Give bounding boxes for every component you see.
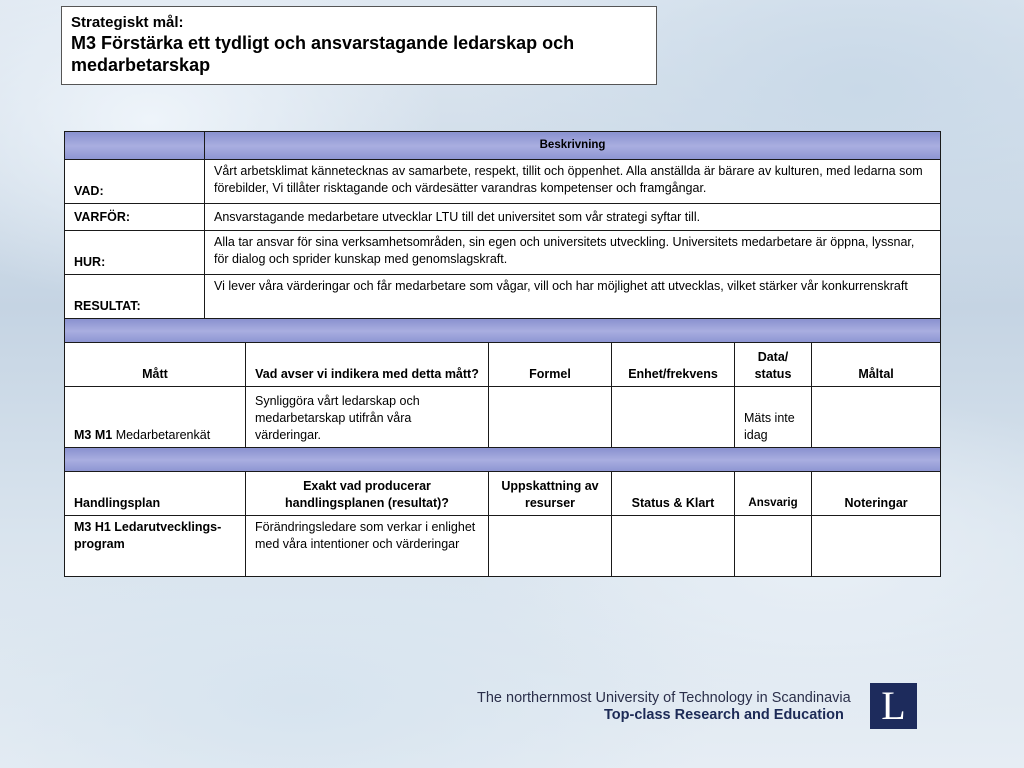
separator-band-2 — [65, 448, 941, 472]
strategic-goal-label: Strategiskt mål: — [71, 14, 184, 31]
strategy-table — [64, 131, 941, 577]
header-band-blank — [65, 132, 205, 160]
actions-header-result: Exakt vad producerar handlingsplanen (resultat)? — [246, 472, 489, 516]
description-row-varfor — [65, 204, 941, 231]
action-responsible — [735, 516, 812, 577]
measure-unit — [612, 387, 735, 448]
row-label-varfor: VARFÖR: — [65, 204, 205, 231]
actions-header-status: Status & Klart — [612, 472, 735, 516]
separator-band-1 — [65, 319, 941, 343]
measure-target — [812, 387, 941, 448]
measure-formula — [489, 387, 612, 448]
strategic-goal-title: M3 Förstärka ett tydligt och ansvarstagande ledarskap och medarbetarskap — [71, 33, 575, 75]
measures-header-indicates: Vad avser vi indikera med detta mått? — [246, 343, 489, 387]
ltu-logo: L — [870, 683, 917, 729]
description-row-resultat — [65, 275, 941, 319]
actions-header-notes: Noteringar — [812, 472, 941, 516]
description-row-vad — [65, 160, 941, 204]
actions-header-plan: Handlingsplan — [65, 472, 246, 516]
measures-header-target: Måltal — [812, 343, 941, 387]
row-label-resultat: RESULTAT: — [65, 275, 205, 319]
measures-header-unit: Enhet/frekvens — [612, 343, 735, 387]
row-label-hur: HUR: — [65, 231, 205, 275]
measure-name: Medarbetarenkät — [115, 428, 211, 442]
measure-code: M3 M1 — [74, 428, 113, 442]
measure-status: Mäts inte idag — [735, 387, 812, 448]
actions-header-resources: Uppskattning av resurser — [489, 472, 612, 516]
actions-header-row — [65, 472, 941, 516]
strategic-goal-box — [61, 6, 657, 85]
measures-header-row — [65, 343, 941, 387]
action-status — [612, 516, 735, 577]
action-resources — [489, 516, 612, 577]
row-text-hur: Alla tar ansvar för sina verksamhetsområden, sin egen och universitets utveckling. Universitets medarbetare är öppna, lyssnar, för dialog och sprider kunskap med genomslagskraft. — [205, 231, 941, 275]
measures-header-matt: Mått — [65, 343, 246, 387]
description-header-row — [65, 132, 941, 160]
row-text-varfor: Ansvarstagande medarbetare utvecklar LTU till det universitet som vår strategi syftar till. — [205, 204, 941, 231]
measure-name-cell — [65, 387, 246, 448]
actions-header-responsible: Ansvarig — [735, 472, 812, 516]
footer-slogan: Top-class Research and Education — [604, 707, 844, 723]
description-header: Beskrivning — [205, 132, 941, 160]
row-text-resultat: Vi lever våra värderingar och får medarbetare som vågar, vill och har möjlighet att utvecklas, vilket stärker vår konkurrenskraft — [205, 275, 941, 319]
measure-indicates: Synliggöra vårt ledarskap och medarbetarskap utifrån våra värderingar. — [246, 387, 489, 448]
action-notes — [812, 516, 941, 577]
actions-row — [65, 516, 941, 577]
footer-tagline: The northernmost University of Technology in Scandinavia — [477, 690, 851, 706]
action-plan: M3 H1 Ledarutvecklings-program — [65, 516, 246, 577]
measures-header-formula: Formel — [489, 343, 612, 387]
measures-header-status: Data/ status — [735, 343, 812, 387]
row-text-vad: Vårt arbetsklimat kännetecknas av samarbete, respekt, tillit och öppenhet. Alla anställda är bärare av kulturen, med ledarna som förebilder, Vi tillåter risktagande och värdesätter varandras kompetenser och framgångar. — [205, 160, 941, 204]
measures-row — [65, 387, 941, 448]
action-result: Förändringsledare som verkar i enlighet med våra intentioner och värderingar — [246, 516, 489, 577]
row-label-vad: VAD: — [65, 160, 205, 204]
description-row-hur — [65, 231, 941, 275]
